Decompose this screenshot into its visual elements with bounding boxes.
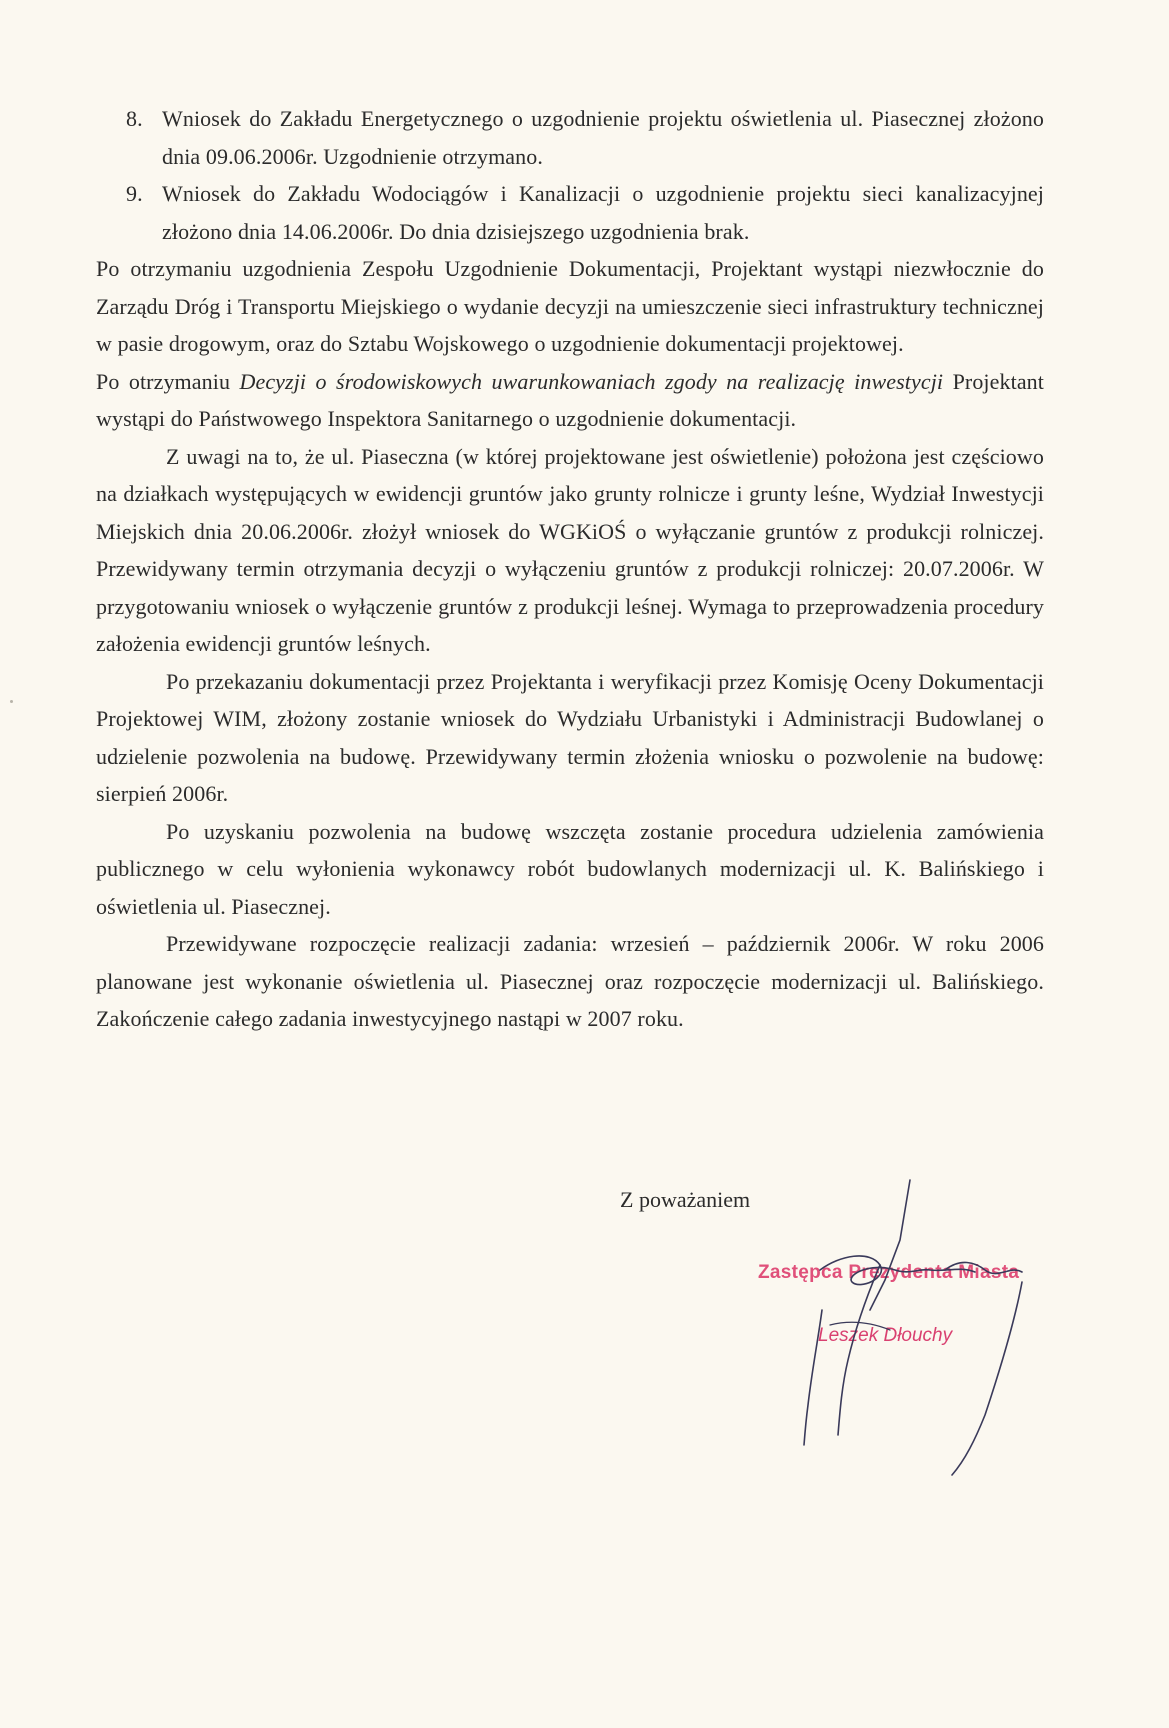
list-item-number: 8. [126,106,143,131]
stamp-title: Zastępca Prezydenta Miasta [758,1262,1020,1283]
scan-speck [10,700,13,703]
list-item [96,175,1044,250]
list-item [96,100,1044,175]
paragraph-sanitary-lead: Po otrzymaniu [96,368,231,394]
paragraph-land: Z uwagi na to, że ul. Piaseczna (w której projektowane jest oświetlenie) położona jest częściowo na działkach występujących w ewidencji gruntów jako grunty rolnicze i grunty leśne, Wydział Inwestycji Miejskich dnia 20.06.2006r. złożył wniosek do WGKiOŚ o wyłączanie gruntów z produkcji rolniczej. Przewidywany termin otrzymania decyzji o wyłączeniu gruntów z produkcji rolniczej: 20.07.2006r. W przygotowaniu wniosek o wyłączenie gruntów z produkcji leśnej. Wymaga to przeprowadzenia procedury założenia ewidencji gruntów leśnych. [96,443,1044,656]
paragraph-sanitary-rest: Projektant wystąpi do Państwowego Inspektora Sanitarnego o uzgodnienie dokumentacji. [96,368,1044,431]
paragraph-permits: Po otrzymaniu uzgodnienia Zespołu Uzgodnienie Dokumentacji, Projektant wystąpi niezwłocznie do Zarządu Dróg i Transportu Miejskiego o wydanie decyzji na umieszczenie sieci infrastruktury technicznej w pasie drogowym, oraz do Sztabu Wojskowego o uzgodnienie dokumentacji projektowej. [96,256,1044,356]
decision-title: Decyzji o środowiskowych uwarunkowaniach zgody na realizację inwestycji [239,368,944,394]
stamp-name: Leszek Dłouchy [818,1325,953,1346]
closing-salutation: Z poważaniem [620,1187,751,1212]
list-item-text: Wniosek do Zakładu Wodociągów i Kanalizacji o uzgodnienie projektu sieci kanalizacyjnej złożono dnia 14.06.2006r. Do dnia dzisiejszego uzgodnienia brak. [162,181,1044,244]
paragraph-schedule: Przewidywane rozpoczęcie realizacji zadania: wrzesień – październik 2006r. W roku 2006 planowane jest wykonanie oświetlenia ul. Piasecznej oraz rozpoczęcie modernizacji ul. Balińskiego. Zakończenie całego zadania inwestycyjnego nastąpi w 2007 roku. [96,931,1044,1031]
paragraph-building-permit: Po przekazaniu dokumentacji przez Projektanta i weryfikacji przez Komisję Oceny Dokumentacji Projektowej WIM, złożony zostanie wniosek do Wydziału Urbanistyki i Administracji Budowlanej o udzielenie pozwolenia na budowę. Przewidywany termin złożenia wniosku o pozwolenie na budowę: sierpień 2006r. [96,668,1044,806]
letter-body [96,100,1044,1038]
list-item-number: 9. [126,181,143,206]
handwritten-signature [760,1170,1050,1480]
paragraph-tender: Po uzyskaniu pozwolenia na budowę wszczęta zostanie procedura udzielenia zamówienia publicznego w celu wyłonienia wykonawcy robót budowlanych modernizacji ul. K. Balińskiego i oświetlenia ul. Piasecznej. [96,818,1044,919]
paragraph-sanitary [96,363,1044,438]
list-item-text: Wniosek do Zakładu Energetycznego o uzgodnienie projektu oświetlenia ul. Piasecznej złożono dnia 09.06.2006r. Uzgodnienie otrzymano. [162,106,1044,169]
